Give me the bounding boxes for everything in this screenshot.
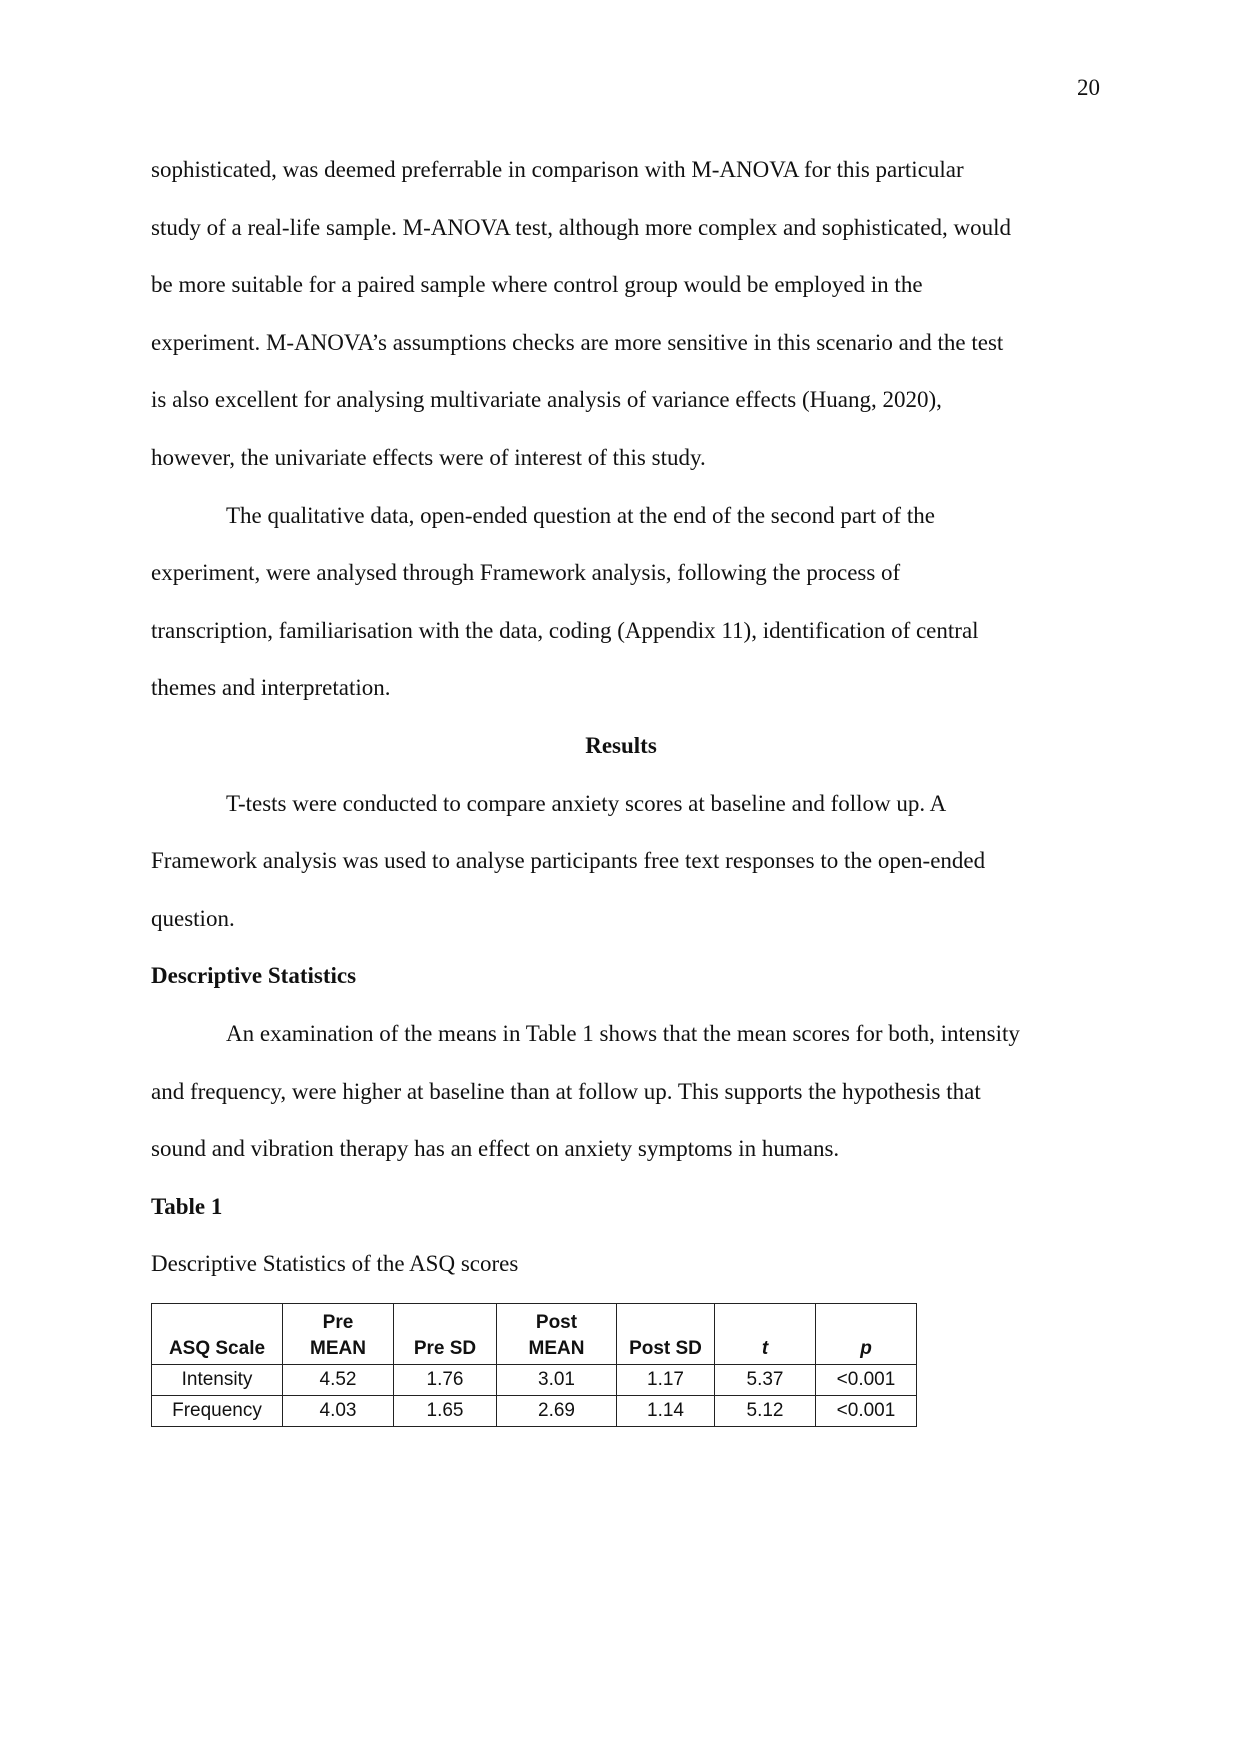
cell-pre-mean: 4.03 bbox=[283, 1395, 394, 1426]
descriptive-statistics-heading: Descriptive Statistics bbox=[151, 963, 357, 989]
cell-post-sd: 1.17 bbox=[617, 1364, 715, 1395]
cell-post-mean: 3.01 bbox=[497, 1364, 617, 1395]
cell-scale: Frequency bbox=[152, 1395, 283, 1426]
paragraph-line: themes and interpretation. bbox=[151, 675, 391, 701]
paragraph-line: experiment, were analysed through Framework analysis, following the process of bbox=[151, 560, 901, 586]
paragraph-line: question. bbox=[151, 905, 235, 931]
paragraph-line: Framework analysis was used to analyse participants free text responses to the open-ended bbox=[151, 848, 986, 874]
paragraph-line: and frequency, were higher at baseline than at follow up. This supports the hypothesis that bbox=[151, 1078, 981, 1104]
paragraph-line: experiment. M-ANOVA’s assumptions checks are more sensitive in this scenario and the test bbox=[151, 329, 1004, 355]
header-post-mean bbox=[497, 1303, 617, 1364]
header-post-mean-line2: MEAN bbox=[528, 1337, 585, 1359]
header-pre-sd: Pre SD bbox=[394, 1303, 497, 1364]
header-t: t bbox=[715, 1303, 816, 1364]
header-asq-scale: ASQ Scale bbox=[152, 1303, 283, 1364]
header-pre-mean-line2: MEAN bbox=[310, 1337, 366, 1359]
cell-pre-sd: 1.76 bbox=[394, 1364, 497, 1395]
table-header-row bbox=[152, 1303, 917, 1364]
paragraph-line: sound and vibration therapy has an effect on anxiety symptoms in humans. bbox=[151, 1136, 840, 1162]
paragraph-line: The qualitative data, open-ended question at the end of the second part of the bbox=[226, 502, 935, 528]
header-post-mean-line1: Post bbox=[535, 1311, 578, 1333]
cell-scale: Intensity bbox=[152, 1364, 283, 1395]
paragraph-line: be more suitable for a paired sample where control group would be employed in the bbox=[151, 272, 923, 298]
table-label: Table 1 bbox=[151, 1193, 223, 1219]
cell-p: <0.001 bbox=[816, 1395, 917, 1426]
cell-post-mean: 2.69 bbox=[497, 1395, 617, 1426]
header-p: p bbox=[816, 1303, 917, 1364]
table-caption: Descriptive Statistics of the ASQ scores bbox=[151, 1251, 519, 1277]
table-row bbox=[152, 1364, 917, 1395]
document-body bbox=[151, 141, 1091, 1427]
paragraph-line: sophisticated, was deemed preferrable in comparison with M-ANOVA for this particular bbox=[151, 157, 964, 182]
paragraph-line: An examination of the means in Table 1 shows that the mean scores for both, intensity bbox=[226, 1020, 1020, 1046]
cell-pre-sd: 1.65 bbox=[394, 1395, 497, 1426]
paragraph-line: however, the univariate effects were of interest of this study. bbox=[151, 444, 706, 470]
table-row bbox=[152, 1395, 917, 1426]
header-pre-mean-line1: Pre bbox=[322, 1311, 354, 1333]
table-container bbox=[151, 1303, 1091, 1427]
results-heading: Results bbox=[585, 732, 657, 758]
cell-p: <0.001 bbox=[816, 1364, 917, 1395]
page-number: 20 bbox=[1077, 75, 1100, 100]
cell-post-sd: 1.14 bbox=[617, 1395, 715, 1426]
cell-t: 5.12 bbox=[715, 1395, 816, 1426]
cell-t: 5.37 bbox=[715, 1364, 816, 1395]
paragraph-line: study of a real-life sample. M-ANOVA test, although more complex and sophisticated, would bbox=[151, 214, 1011, 240]
paragraph-line: T-tests were conducted to compare anxiety scores at baseline and follow up. A bbox=[226, 790, 947, 816]
header-pre-mean bbox=[283, 1303, 394, 1364]
paragraph-line: transcription, familiarisation with the data, coding (Appendix 11), identification of central bbox=[151, 617, 979, 643]
paragraph-line: is also excellent for analysing multivariate analysis of variance effects (Huang, 2020), bbox=[151, 387, 942, 413]
asq-statistics-table bbox=[151, 1303, 917, 1427]
cell-pre-mean: 4.52 bbox=[283, 1364, 394, 1395]
header-post-sd: Post SD bbox=[617, 1303, 715, 1364]
